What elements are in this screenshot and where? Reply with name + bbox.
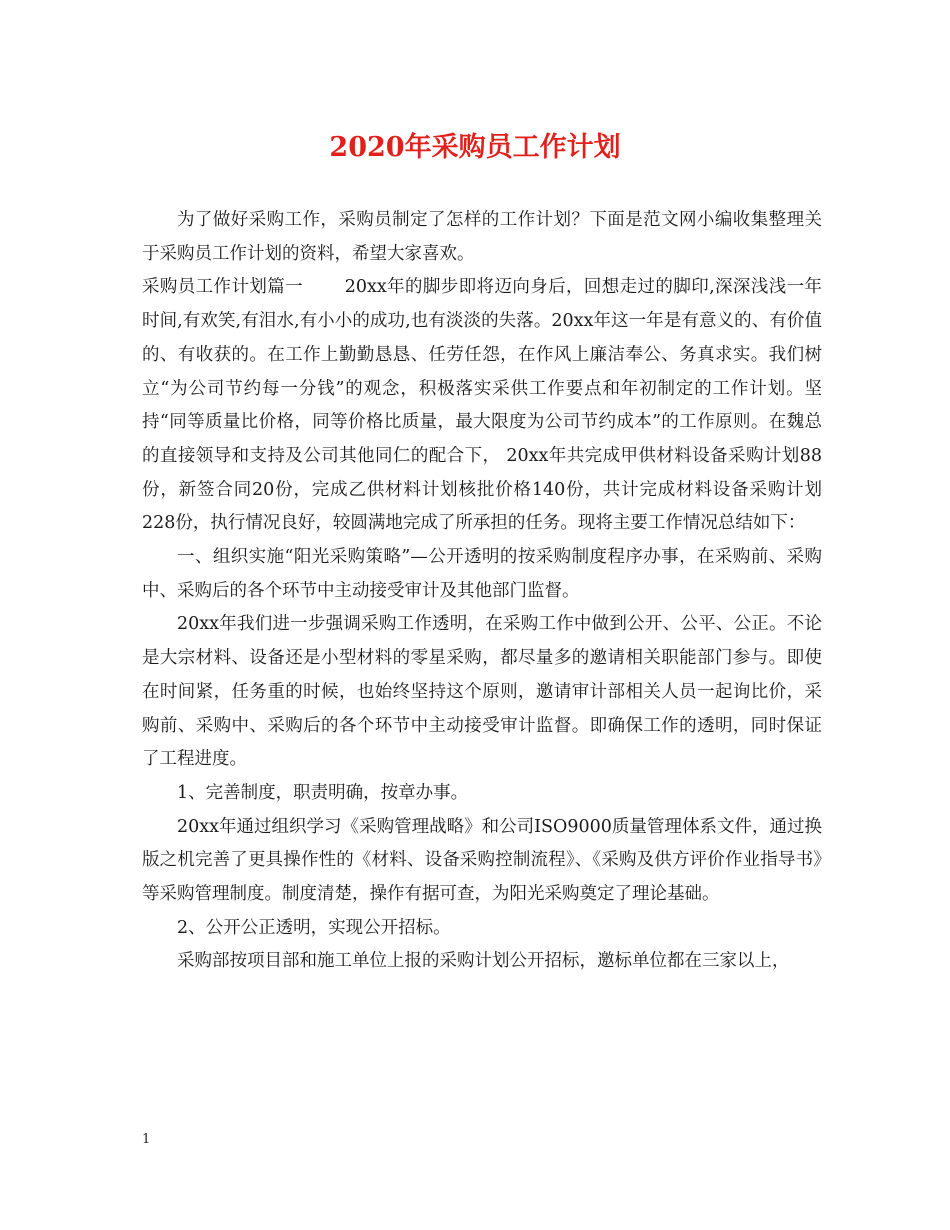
paragraph: 20xx年通过组织学习《采购管理战略》和公司ISO9000质量管理体系文件，通过换版之机完善了更具操作性的《材料、设备采购控制流程》、《采购及供方评价作业指导书》等采购管理制度。制度清楚，操作有据可查，为阳光采购奠定了理论基础。 (142, 816, 822, 905)
document-body (142, 204, 822, 979)
paragraph: 为了做好采购工作，采购员制定了怎样的工作计划？下面是范文网小编收集整理关于采购员工作计划的资料，希望大家喜欢。 (142, 210, 822, 264)
document-title: 2020年采购员工作计划 (329, 132, 621, 163)
paragraph: 2、公开公正透明，实现公开招标。 (177, 917, 451, 938)
paragraph: 采购员工作计划篇一 20xx年的脚步即将迈向身后，回想走过的脚印,深深浅浅一年时间,有欢笑,有泪水,有小小的成功,也有淡淡的失落。20xx年这一年是有意义的、有价值的、有收获的。在工作上勤勤恳恳、任劳任怨，在作风上廉洁奉公、务真求实。我们树立“为公司节约每一分钱”的观念，积极落实采供工作要点和年初制定的工作计划。坚持“同等质量比价格，同等价格比质量，最大限度为公司节约成本”的工作原则。在魏总的直接领导和支持及公司其他同仁的配合下， 20xx年共完成甲供材料设备采购计划88份，新签合同20份，完成乙供材料计划核批价格140份，共计完成材料设备采购计划228份，执行情况良好，较圆满地完成了所承担的任务。现将主要工作情况总结如下： (142, 277, 822, 534)
paragraph: 一、组织实施“阳光采购策略”—公开透明的按采购制度程序办事，在采购前、采购中、采购后的各个环节中主动接受审计及其他部门监督。 (142, 547, 822, 601)
page-number: 1 (142, 1132, 151, 1147)
paragraph: 20xx年我们进一步强调采购工作透明，在采购工作中做到公开、公平、公正。不论是大宗材料、设备还是小型材料的零星采购，都尽量多的邀请相关职能部门参与。即使在时间紧，任务重的时候，也始终坚持这个原则，邀请审计部相关人员一起询比价，采购前、采购中、采购后的各个环节中主动接受审计监督。即确保工作的透明，同时保证了工程进度。 (142, 614, 822, 770)
paragraph: 采购部按项目部和施工单位上报的采购计划公开招标，邀标单位都在三家以上， (177, 951, 790, 972)
paragraph: 1、完善制度，职责明确，按章办事。 (177, 782, 469, 803)
